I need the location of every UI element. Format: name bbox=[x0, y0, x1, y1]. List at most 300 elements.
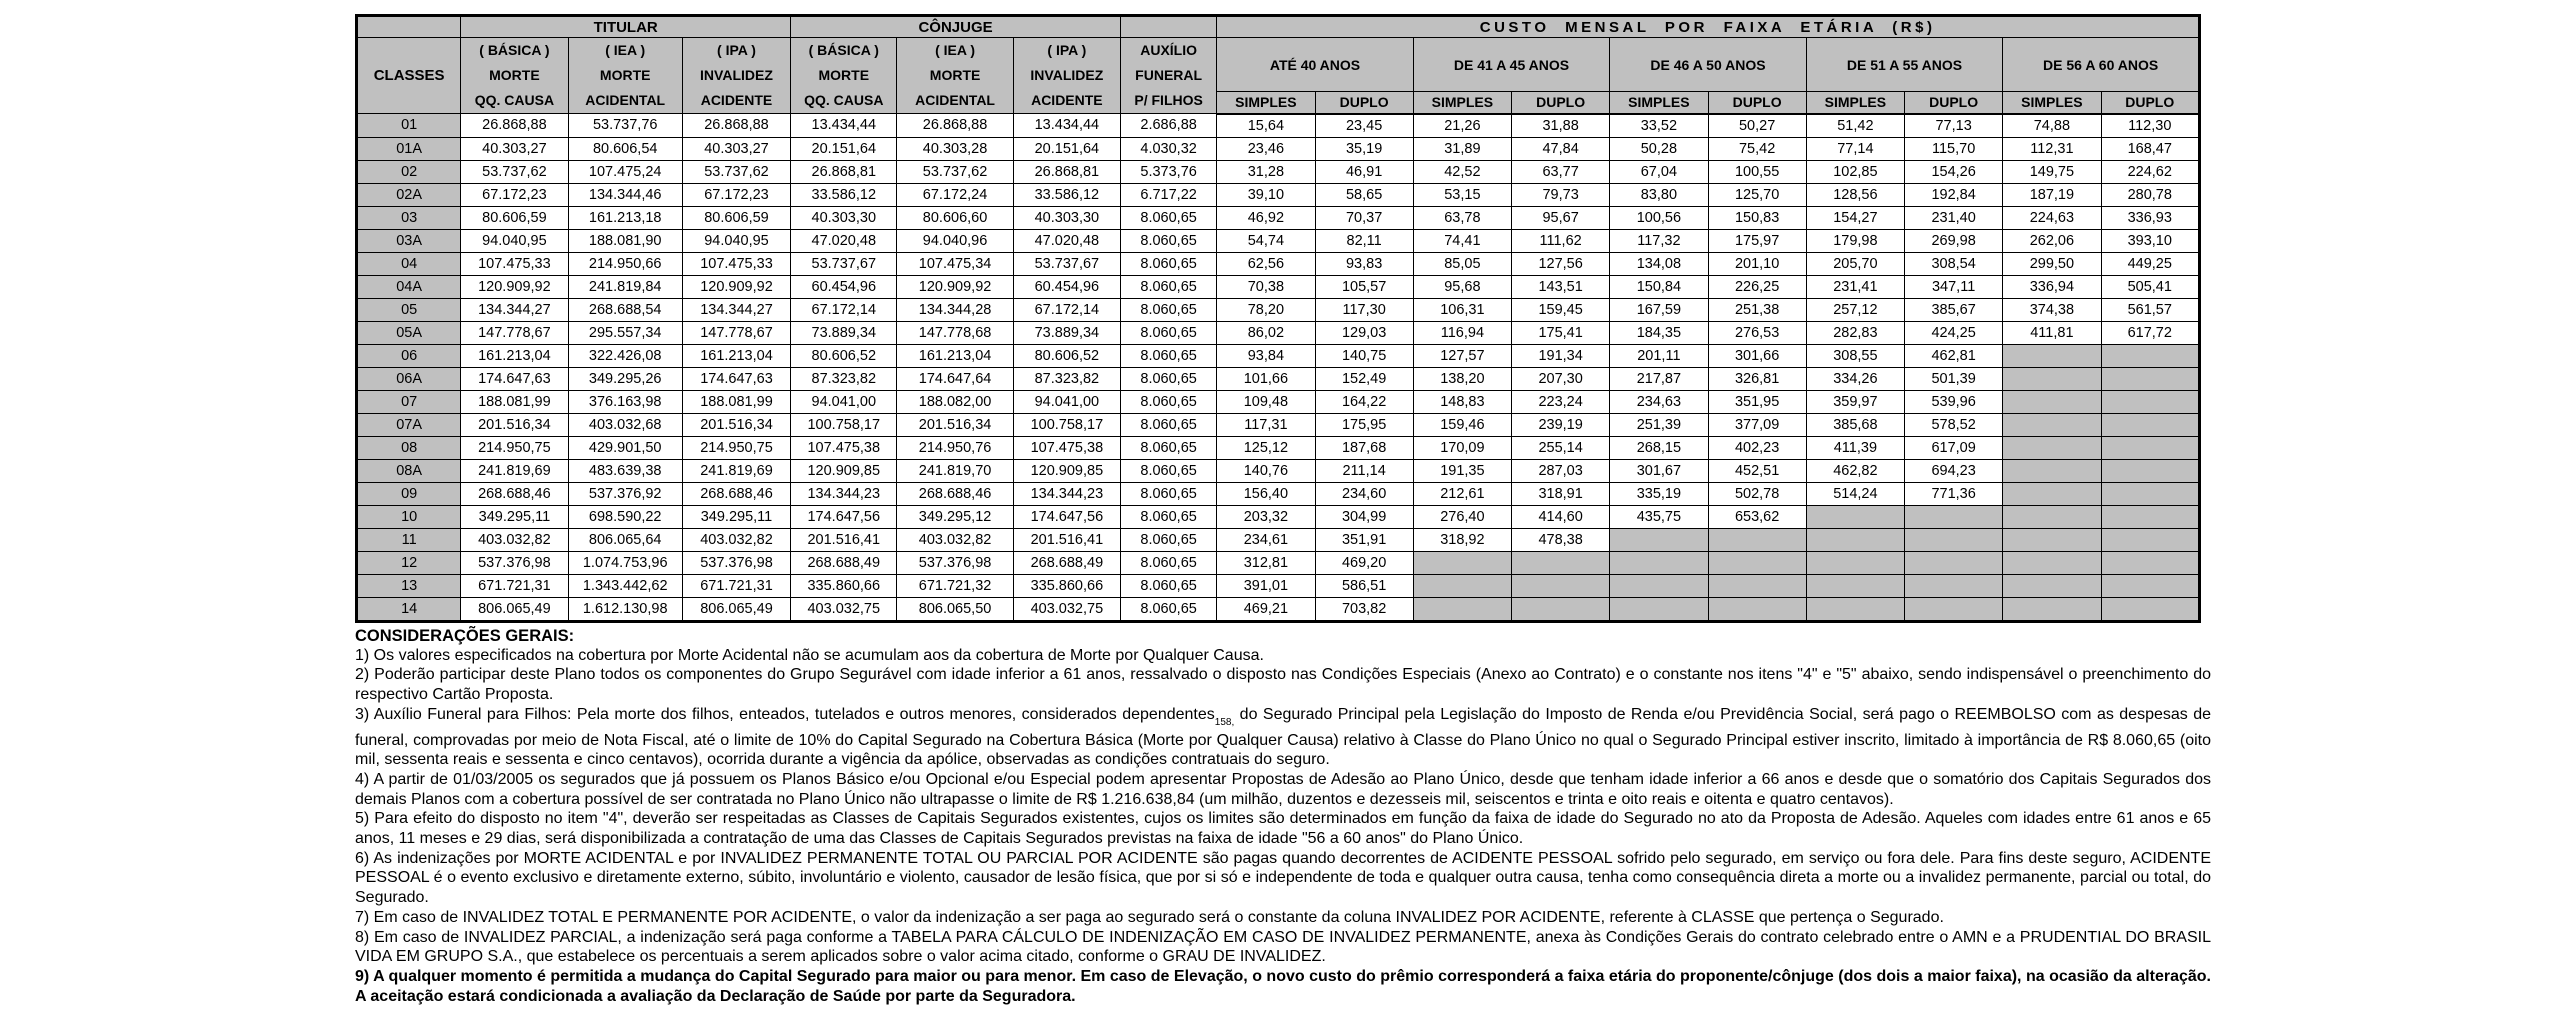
empty-cell bbox=[1610, 597, 1708, 621]
value-cell: 4.030,32 bbox=[1121, 137, 1217, 160]
value-cell: 161.213,04 bbox=[682, 344, 790, 367]
value-cell: 164,22 bbox=[1315, 390, 1413, 413]
value-cell: 203,32 bbox=[1217, 505, 1315, 528]
value-cell: 67.172,14 bbox=[791, 298, 897, 321]
value-cell: 201,11 bbox=[1610, 344, 1708, 367]
value-cell: 94.040,95 bbox=[682, 229, 790, 252]
table-row bbox=[357, 344, 2200, 367]
value-cell: 376.163,98 bbox=[568, 390, 682, 413]
value-cell: 214.950,76 bbox=[897, 436, 1013, 459]
table-row bbox=[357, 574, 2200, 597]
table-row bbox=[357, 505, 2200, 528]
value-cell: 47.020,48 bbox=[791, 229, 897, 252]
value-cell: 435,75 bbox=[1610, 505, 1708, 528]
value-cell: 159,45 bbox=[1512, 298, 1610, 321]
value-cell: 280,78 bbox=[2101, 183, 2200, 206]
value-cell: 299,50 bbox=[2003, 252, 2101, 275]
value-cell: 134.344,23 bbox=[791, 482, 897, 505]
empty-cell bbox=[2101, 344, 2200, 367]
table-row bbox=[357, 551, 2200, 574]
table-body bbox=[357, 114, 2200, 622]
value-cell: 8.060,65 bbox=[1121, 528, 1217, 551]
value-cell: 77,14 bbox=[1806, 137, 1904, 160]
value-cell: 806.065,50 bbox=[897, 597, 1013, 621]
group-header-row bbox=[357, 16, 2200, 38]
value-cell: 1.074.753,96 bbox=[568, 551, 682, 574]
value-cell: 50,27 bbox=[1708, 114, 1806, 138]
empty-cell bbox=[1610, 528, 1708, 551]
table-row bbox=[357, 597, 2200, 621]
titular-group-header: TITULAR bbox=[461, 16, 791, 38]
note-7: 7) Em caso de INVALIDEZ TOTAL E PERMANENTE POR ACIDENTE, o valor da indenização a ser paga ao segurado será o constante da coluna INVALIDEZ POR ACIDENTE, referente à CLASSE que pertença o Segurado. bbox=[355, 908, 1944, 926]
value-cell: 67,04 bbox=[1610, 160, 1708, 183]
value-cell: 53.737,62 bbox=[682, 160, 790, 183]
value-cell: 671.721,32 bbox=[897, 574, 1013, 597]
empty-cell bbox=[2101, 390, 2200, 413]
value-cell: 107.475,33 bbox=[461, 252, 568, 275]
value-cell: 40.303,28 bbox=[897, 137, 1013, 160]
value-cell: 50,28 bbox=[1610, 137, 1708, 160]
value-cell: 8.060,65 bbox=[1121, 206, 1217, 229]
value-cell: 8.060,65 bbox=[1121, 321, 1217, 344]
value-cell: 143,51 bbox=[1512, 275, 1610, 298]
value-cell: 67.172,24 bbox=[897, 183, 1013, 206]
value-cell: 806.065,49 bbox=[682, 597, 790, 621]
value-cell: 8.060,65 bbox=[1121, 252, 1217, 275]
value-cell: 170,09 bbox=[1413, 436, 1511, 459]
value-cell: 347,11 bbox=[1905, 275, 2003, 298]
value-cell: 149,75 bbox=[2003, 160, 2101, 183]
duplo-header: DUPLO bbox=[1708, 92, 1806, 114]
value-cell: 478,38 bbox=[1512, 528, 1610, 551]
conjuge-ipa-header: ( IPA ) INVALIDEZ ACIDENTE bbox=[1013, 38, 1120, 114]
value-cell: 31,88 bbox=[1512, 114, 1610, 138]
value-cell: 187,19 bbox=[2003, 183, 2101, 206]
value-cell: 374,38 bbox=[2003, 298, 2101, 321]
value-cell: 80.606,59 bbox=[682, 206, 790, 229]
value-cell: 8.060,65 bbox=[1121, 436, 1217, 459]
value-cell: 8.060,65 bbox=[1121, 298, 1217, 321]
value-cell: 147.778,67 bbox=[461, 321, 568, 344]
empty-cell bbox=[1708, 528, 1806, 551]
value-cell: 191,34 bbox=[1512, 344, 1610, 367]
value-cell: 414,60 bbox=[1512, 505, 1610, 528]
empty-cell bbox=[1512, 551, 1610, 574]
value-cell: 207,30 bbox=[1512, 367, 1610, 390]
value-cell: 617,72 bbox=[2101, 321, 2200, 344]
class-cell: 02A bbox=[357, 183, 461, 206]
value-cell: 117,30 bbox=[1315, 298, 1413, 321]
value-cell: 83,80 bbox=[1610, 183, 1708, 206]
class-cell: 05A bbox=[357, 321, 461, 344]
value-cell: 67.172,23 bbox=[682, 183, 790, 206]
value-cell: 33.586,12 bbox=[791, 183, 897, 206]
class-cell: 08 bbox=[357, 436, 461, 459]
titular-basica-header: ( BÁSICA ) MORTE QQ. CAUSA bbox=[461, 38, 568, 114]
value-cell: 295.557,34 bbox=[568, 321, 682, 344]
value-cell: 336,94 bbox=[2003, 275, 2101, 298]
table-row bbox=[357, 367, 2200, 390]
simples-header: SIMPLES bbox=[1806, 92, 1904, 114]
value-cell: 67.172,14 bbox=[1013, 298, 1120, 321]
value-cell: 128,56 bbox=[1806, 183, 1904, 206]
value-cell: 21,26 bbox=[1413, 114, 1511, 138]
value-cell: 73.889,34 bbox=[791, 321, 897, 344]
value-cell: 8.060,65 bbox=[1121, 505, 1217, 528]
value-cell: 147.778,68 bbox=[897, 321, 1013, 344]
value-cell: 771,36 bbox=[1905, 482, 2003, 505]
empty-cell bbox=[2003, 436, 2101, 459]
duplo-header: DUPLO bbox=[1905, 92, 2003, 114]
value-cell: 505,41 bbox=[2101, 275, 2200, 298]
value-cell: 134.344,23 bbox=[1013, 482, 1120, 505]
value-cell: 268.688,49 bbox=[1013, 551, 1120, 574]
value-cell: 234,60 bbox=[1315, 482, 1413, 505]
value-cell: 806.065,64 bbox=[568, 528, 682, 551]
value-cell: 60.454,96 bbox=[791, 275, 897, 298]
class-cell: 06A bbox=[357, 367, 461, 390]
value-cell: 20.151,64 bbox=[1013, 137, 1120, 160]
value-cell: 116,94 bbox=[1413, 321, 1511, 344]
class-cell: 12 bbox=[357, 551, 461, 574]
value-cell: 268.688,46 bbox=[682, 482, 790, 505]
value-cell: 20.151,64 bbox=[791, 137, 897, 160]
value-cell: 8.060,65 bbox=[1121, 367, 1217, 390]
scan-artifact: 158, bbox=[1214, 716, 1235, 728]
value-cell: 502,78 bbox=[1708, 482, 1806, 505]
table-row bbox=[357, 482, 2200, 505]
value-cell: 287,03 bbox=[1512, 459, 1610, 482]
value-cell: 167,59 bbox=[1610, 298, 1708, 321]
value-cell: 402,23 bbox=[1708, 436, 1806, 459]
plan-sheet bbox=[355, 14, 2211, 1006]
value-cell: 101,66 bbox=[1217, 367, 1315, 390]
value-cell: 231,41 bbox=[1806, 275, 1904, 298]
value-cell: 268.688,49 bbox=[791, 551, 897, 574]
value-cell: 391,01 bbox=[1217, 574, 1315, 597]
value-cell: 6.717,22 bbox=[1121, 183, 1217, 206]
age-band-51-55: DE 51 A 55 ANOS bbox=[1806, 38, 2003, 92]
value-cell: 514,24 bbox=[1806, 482, 1904, 505]
value-cell: 15,64 bbox=[1217, 114, 1315, 138]
conjuge-iea-header: ( IEA ) MORTE ACIDENTAL bbox=[897, 38, 1013, 114]
value-cell: 80.606,60 bbox=[897, 206, 1013, 229]
table-row bbox=[357, 390, 2200, 413]
value-cell: 174.647,56 bbox=[1013, 505, 1120, 528]
note-4: 4) A partir de 01/03/2005 os segurados que já possuem os Planos Básico e/ou Opcional e/ou Especial podem apresentar Propostas de Adesão ao Plano Único, desde que tenham idade inferior a 66 anos e desde que o somatório dos Capitais Segurados dos demais Planos com a cobertura possível de ser contratada no Plano Único não ultrapasse o limite de R$ 1.216.638,84 (um milhão, duzentos e dezesseis mil, seiscentos e trinta e oito reais e oitenta e quatro centavos). bbox=[355, 770, 2211, 808]
note-1: 1) Os valores especificados na cobertura por Morte Acidental não se acumulam aos da cobertura de Morte por Qualquer Causa. bbox=[355, 646, 1264, 664]
duplo-header: DUPLO bbox=[1315, 92, 1413, 114]
value-cell: 251,38 bbox=[1708, 298, 1806, 321]
value-cell: 234,61 bbox=[1217, 528, 1315, 551]
value-cell: 40.303,30 bbox=[791, 206, 897, 229]
empty-cell bbox=[1905, 505, 2003, 528]
value-cell: 403.032,68 bbox=[568, 413, 682, 436]
empty-cell bbox=[2003, 390, 2101, 413]
value-cell: 671.721,31 bbox=[461, 574, 568, 597]
value-cell: 349.295,12 bbox=[897, 505, 1013, 528]
value-cell: 79,73 bbox=[1512, 183, 1610, 206]
considerations-section bbox=[355, 626, 2211, 1007]
empty-cell bbox=[1806, 505, 1904, 528]
value-cell: 335.860,66 bbox=[791, 574, 897, 597]
considerations-title: CONSIDERAÇÕES GERAIS: bbox=[355, 626, 575, 645]
value-cell: 403.032,82 bbox=[682, 528, 790, 551]
value-cell: 214.950,75 bbox=[461, 436, 568, 459]
note-5: 5) Para efeito do disposto no item "4", deverão ser respeitadas as Classes de Capitais Segurados existentes, cujos os limites são determinados em função da faixa de idade do Segurado no ato da Proposta de Adesão. Aqueles com idades entre 61 anos e 65 anos, 11 meses e 29 dias, será disponibilizada a contratação de uma das Classes de Capitais Segurados previstas na faixa de idade "56 a 60 anos" do Plano Único. bbox=[355, 810, 2211, 848]
value-cell: 698.590,22 bbox=[568, 505, 682, 528]
value-cell: 312,81 bbox=[1217, 551, 1315, 574]
value-cell: 336,93 bbox=[2101, 206, 2200, 229]
empty-cell bbox=[2101, 459, 2200, 482]
empty-cell bbox=[2003, 574, 2101, 597]
value-cell: 13.434,44 bbox=[791, 114, 897, 138]
value-cell: 40.303,27 bbox=[461, 137, 568, 160]
empty-cell bbox=[1905, 551, 2003, 574]
value-cell: 188.081,90 bbox=[568, 229, 682, 252]
value-cell: 226,25 bbox=[1708, 275, 1806, 298]
class-cell: 01A bbox=[357, 137, 461, 160]
class-cell: 04 bbox=[357, 252, 461, 275]
value-cell: 8.060,65 bbox=[1121, 551, 1217, 574]
value-cell: 201.516,34 bbox=[897, 413, 1013, 436]
value-cell: 318,91 bbox=[1512, 482, 1610, 505]
value-cell: 231,40 bbox=[1905, 206, 2003, 229]
empty-cell bbox=[2003, 413, 2101, 436]
class-cell: 03 bbox=[357, 206, 461, 229]
auxilio-funeral-header: AUXÍLIO FUNERAL P/ FILHOS bbox=[1121, 38, 1217, 114]
value-cell: 537.376,98 bbox=[682, 551, 790, 574]
value-cell: 217,87 bbox=[1610, 367, 1708, 390]
table-row bbox=[357, 252, 2200, 275]
classes-header: CLASSES bbox=[357, 38, 461, 114]
table-row bbox=[357, 459, 2200, 482]
empty-cell bbox=[1610, 551, 1708, 574]
value-cell: 53,15 bbox=[1413, 183, 1511, 206]
value-cell: 201.516,41 bbox=[791, 528, 897, 551]
value-cell: 154,27 bbox=[1806, 206, 1904, 229]
value-cell: 107.475,34 bbox=[897, 252, 1013, 275]
table-row bbox=[357, 298, 2200, 321]
class-cell: 05 bbox=[357, 298, 461, 321]
note-6: 6) As indenizações por MORTE ACIDENTAL e por INVALIDEZ PERMANENTE TOTAL OU PARCIAL POR ACIDENTE são pagas quando decorrentes de ACIDENTE PESSOAL sofrido pelo segurado, em serviço ou fora dele. Para fins deste seguro, ACIDENTE PESSOAL é o evento exclusivo e diretamente externo, súbito, involuntário e violento, causador de lesão física, que por si só e independente de toda e qualquer outra causa, tenha como consequência direta a morte ou a invalidez permanente, parcial ou total, do Segurado. bbox=[355, 849, 2211, 907]
table-row bbox=[357, 114, 2200, 138]
table-row bbox=[357, 206, 2200, 229]
value-cell: 223,24 bbox=[1512, 390, 1610, 413]
value-cell: 234,63 bbox=[1610, 390, 1708, 413]
value-cell: 100.758,17 bbox=[1013, 413, 1120, 436]
value-cell: 26.868,88 bbox=[461, 114, 568, 138]
class-cell: 06 bbox=[357, 344, 461, 367]
value-cell: 95,67 bbox=[1512, 206, 1610, 229]
note-8: 8) Em caso de INVALIDEZ PARCIAL, a indenização será paga conforme a TABELA PARA CÁLCULO DE INDENIZAÇÃO EM CASO DE INVALIDEZ PERMANENTE, anexa às Condições Gerais do contrato celebrado entre o AMN e a PRUDENTIAL DO BRASIL VIDA EM GRUPO S.A., que estabelece os percentuais a serem aplicados sobre o valor acima citado, conforme o GRAU DE INVALIDEZ. bbox=[355, 928, 2211, 966]
class-cell: 11 bbox=[357, 528, 461, 551]
value-cell: 276,40 bbox=[1413, 505, 1511, 528]
value-cell: 58,65 bbox=[1315, 183, 1413, 206]
value-cell: 483.639,38 bbox=[568, 459, 682, 482]
value-cell: 241.819,84 bbox=[568, 275, 682, 298]
value-cell: 301,66 bbox=[1708, 344, 1806, 367]
table-row bbox=[357, 436, 2200, 459]
age-band-41-45: DE 41 A 45 ANOS bbox=[1413, 38, 1610, 92]
empty-cell bbox=[2101, 528, 2200, 551]
value-cell: 80.606,52 bbox=[791, 344, 897, 367]
value-cell: 188.081,99 bbox=[461, 390, 568, 413]
value-cell: 257,12 bbox=[1806, 298, 1904, 321]
value-cell: 94.041,00 bbox=[791, 390, 897, 413]
value-cell: 134.344,28 bbox=[897, 298, 1013, 321]
value-cell: 47.020,48 bbox=[1013, 229, 1120, 252]
duplo-header: DUPLO bbox=[1512, 92, 1610, 114]
value-cell: 308,54 bbox=[1905, 252, 2003, 275]
value-cell: 201.516,34 bbox=[682, 413, 790, 436]
value-cell: 192,84 bbox=[1905, 183, 2003, 206]
empty-cell bbox=[2101, 574, 2200, 597]
value-cell: 33,52 bbox=[1610, 114, 1708, 138]
value-cell: 301,67 bbox=[1610, 459, 1708, 482]
value-cell: 8.060,65 bbox=[1121, 413, 1217, 436]
value-cell: 351,91 bbox=[1315, 528, 1413, 551]
value-cell: 74,88 bbox=[2003, 114, 2101, 138]
empty-cell bbox=[1905, 528, 2003, 551]
value-cell: 53.737,67 bbox=[791, 252, 897, 275]
value-cell: 125,70 bbox=[1708, 183, 1806, 206]
value-cell: 8.060,65 bbox=[1121, 229, 1217, 252]
value-cell: 82,11 bbox=[1315, 229, 1413, 252]
class-cell: 09 bbox=[357, 482, 461, 505]
value-cell: 617,09 bbox=[1905, 436, 2003, 459]
value-cell: 23,45 bbox=[1315, 114, 1413, 138]
value-cell: 46,92 bbox=[1217, 206, 1315, 229]
value-cell: 537.376,98 bbox=[897, 551, 1013, 574]
value-cell: 8.060,65 bbox=[1121, 344, 1217, 367]
value-cell: 269,98 bbox=[1905, 229, 2003, 252]
value-cell: 105,57 bbox=[1315, 275, 1413, 298]
class-cell: 10 bbox=[357, 505, 461, 528]
custo-mensal-banner: CUSTO MENSAL POR FAIXA ETÁRIA (R$) bbox=[1217, 16, 2200, 38]
value-cell: 120.909,92 bbox=[682, 275, 790, 298]
table-row bbox=[357, 183, 2200, 206]
value-cell: 107.475,33 bbox=[682, 252, 790, 275]
class-cell: 03A bbox=[357, 229, 461, 252]
note-3-text-b: do Segurado Principal pela Legislação do Imposto de Renda e/ou Previdência Social, será pago o REEMBOLSO com as despesas de funeral, comprovadas por meio de Nota Fiscal, até o limite de 10% do Capital Segurado na Cobertura Básica (Morte por Qualquer Causa) relativo à Classe do Plano Único no qual o Segurado Principal estiver inscrito, limitado à importância de R$ 8.060,65 (oito mil, sessenta reais e sessenta e cinco centavos), ocorrida durante a vigência da apólice, observadas as condições contratuais do seguro. bbox=[355, 705, 2212, 769]
table-row bbox=[357, 528, 2200, 551]
value-cell: 241.819,69 bbox=[461, 459, 568, 482]
value-cell: 147.778,67 bbox=[682, 321, 790, 344]
class-cell: 02 bbox=[357, 160, 461, 183]
empty-cell bbox=[2101, 436, 2200, 459]
value-cell: 214.950,66 bbox=[568, 252, 682, 275]
class-cell: 04A bbox=[357, 275, 461, 298]
empty-cell bbox=[1806, 574, 1904, 597]
value-cell: 62,56 bbox=[1217, 252, 1315, 275]
value-cell: 322.426,08 bbox=[568, 344, 682, 367]
value-cell: 40.303,30 bbox=[1013, 206, 1120, 229]
value-cell: 63,78 bbox=[1413, 206, 1511, 229]
value-cell: 127,57 bbox=[1413, 344, 1511, 367]
value-cell: 120.909,92 bbox=[461, 275, 568, 298]
value-cell: 78,20 bbox=[1217, 298, 1315, 321]
note-3-text-a: 3) Auxílio Funeral para Filhos: Pela morte dos filhos, enteados, tutelados e outros menores, considerados dependentes bbox=[355, 705, 1215, 723]
titular-iea-header: ( IEA ) MORTE ACIDENTAL bbox=[568, 38, 682, 114]
value-cell: 214.950,75 bbox=[682, 436, 790, 459]
value-cell: 211,14 bbox=[1315, 459, 1413, 482]
value-cell: 156,40 bbox=[1217, 482, 1315, 505]
class-cell: 13 bbox=[357, 574, 461, 597]
value-cell: 47,84 bbox=[1512, 137, 1610, 160]
table-row bbox=[357, 413, 2200, 436]
value-cell: 80.606,54 bbox=[568, 137, 682, 160]
empty-cell bbox=[1512, 574, 1610, 597]
value-cell: 102,85 bbox=[1806, 160, 1904, 183]
value-cell: 107.475,38 bbox=[1013, 436, 1120, 459]
value-cell: 75,42 bbox=[1708, 137, 1806, 160]
value-cell: 112,31 bbox=[2003, 137, 2101, 160]
value-cell: 539,96 bbox=[1905, 390, 2003, 413]
column-header-row bbox=[357, 38, 2200, 92]
value-cell: 8.060,65 bbox=[1121, 390, 1217, 413]
value-cell: 53.737,67 bbox=[1013, 252, 1120, 275]
value-cell: 694,23 bbox=[1905, 459, 2003, 482]
value-cell: 175,41 bbox=[1512, 321, 1610, 344]
empty-cell bbox=[1905, 574, 2003, 597]
value-cell: 268.688,54 bbox=[568, 298, 682, 321]
empty-cell bbox=[2003, 459, 2101, 482]
value-cell: 335,19 bbox=[1610, 482, 1708, 505]
value-cell: 349.295,26 bbox=[568, 367, 682, 390]
value-cell: 109,48 bbox=[1217, 390, 1315, 413]
value-cell: 184,35 bbox=[1610, 321, 1708, 344]
value-cell: 377,09 bbox=[1708, 413, 1806, 436]
empty-cell bbox=[2101, 413, 2200, 436]
value-cell: 187,68 bbox=[1315, 436, 1413, 459]
value-cell: 403.032,82 bbox=[461, 528, 568, 551]
value-cell: 174.647,63 bbox=[682, 367, 790, 390]
value-cell: 403.032,75 bbox=[791, 597, 897, 621]
empty-cell bbox=[1512, 597, 1610, 621]
value-cell: 134.344,27 bbox=[461, 298, 568, 321]
note-2: 2) Poderão participar deste Plano todos os componentes do Grupo Segurável com idade inferior a 61 anos, ressalvado o disposto nas Condições Especiais (Anexo ao Contrato) e o constante nos itens "4" e "5" abaixo, sendo indispensável o preenchimento do respectivo Cartão Proposta. bbox=[355, 666, 2211, 703]
simples-header: SIMPLES bbox=[1610, 92, 1708, 114]
empty-cell bbox=[2101, 597, 2200, 621]
value-cell: 8.060,65 bbox=[1121, 482, 1217, 505]
value-cell: 174.647,56 bbox=[791, 505, 897, 528]
value-cell: 87.323,82 bbox=[1013, 367, 1120, 390]
value-cell: 326,81 bbox=[1708, 367, 1806, 390]
value-cell: 578,52 bbox=[1905, 413, 2003, 436]
value-cell: 53.737,76 bbox=[568, 114, 682, 138]
value-cell: 462,82 bbox=[1806, 459, 1904, 482]
age-band-46-50: DE 46 A 50 ANOS bbox=[1610, 38, 1807, 92]
value-cell: 117,32 bbox=[1610, 229, 1708, 252]
value-cell: 53.737,62 bbox=[897, 160, 1013, 183]
value-cell: 70,37 bbox=[1315, 206, 1413, 229]
value-cell: 31,28 bbox=[1217, 160, 1315, 183]
value-cell: 268,15 bbox=[1610, 436, 1708, 459]
value-cell: 154,26 bbox=[1905, 160, 2003, 183]
value-cell: 537.376,92 bbox=[568, 482, 682, 505]
value-cell: 304,99 bbox=[1315, 505, 1413, 528]
value-cell: 335.860,66 bbox=[1013, 574, 1120, 597]
value-cell: 359,97 bbox=[1806, 390, 1904, 413]
value-cell: 115,70 bbox=[1905, 137, 2003, 160]
empty-cell bbox=[1413, 597, 1511, 621]
value-cell: 95,68 bbox=[1413, 275, 1511, 298]
value-cell: 308,55 bbox=[1806, 344, 1904, 367]
value-cell: 174.647,64 bbox=[897, 367, 1013, 390]
value-cell: 351,95 bbox=[1708, 390, 1806, 413]
empty-cell bbox=[1806, 597, 1904, 621]
